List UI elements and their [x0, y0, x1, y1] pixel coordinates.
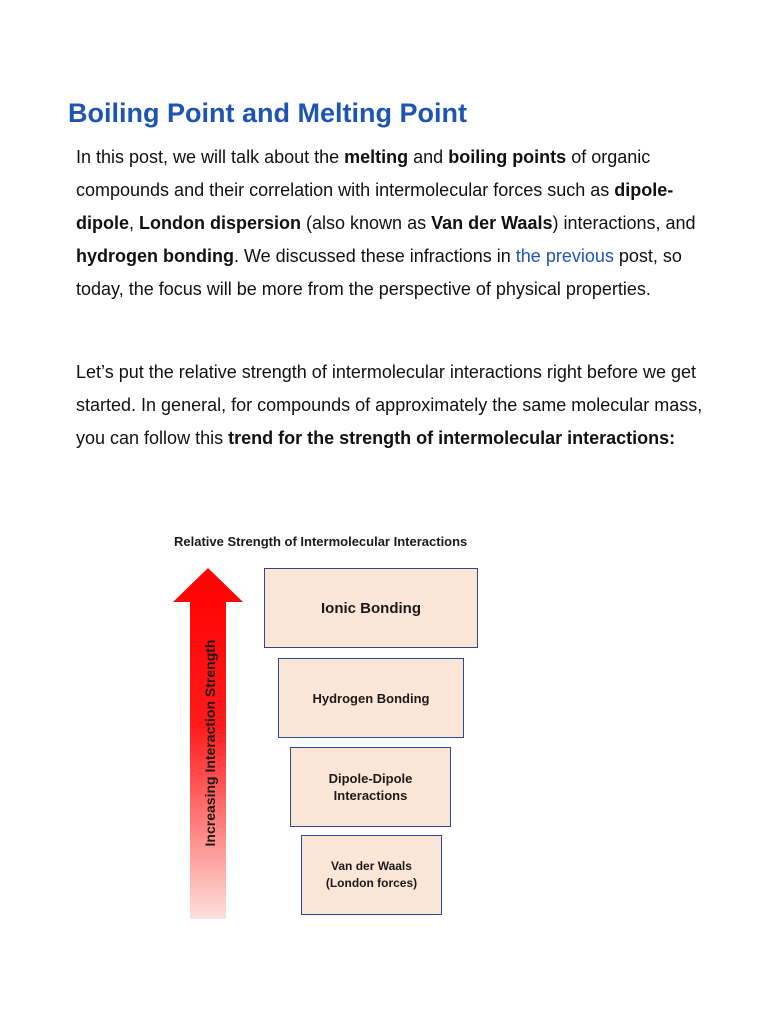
text-run: In this post, we will talk about the [76, 147, 345, 167]
text-run: post, so today, the focus will be more from the perspective of physical properties. [76, 246, 682, 299]
text-run: ) interactions, and [552, 213, 696, 233]
box-label-line1: Ionic Bonding [321, 599, 421, 617]
bold-trend: trend for the strength of intermolecular interactions: [228, 428, 676, 448]
trend-paragraph [76, 356, 716, 455]
box-label-line2: Interactions [333, 788, 408, 803]
bold-hydrogen-bonding: hydrogen bonding [76, 246, 234, 266]
axis-label: Increasing Interaction Strength [202, 639, 218, 847]
bold-london-dispersion: London dispersion [139, 213, 302, 233]
box-label-line2: (London forces) [325, 876, 418, 890]
bold-melting: melting [344, 147, 409, 167]
box-label-line1: Dipole-Dipole [328, 771, 413, 786]
bold-van-der-waals: Van der Waals [431, 213, 553, 233]
text-run: Let’s put the relative strength of intermolecular interactions right before we get started. In general, for compounds of approximately the same molecular mass, you can follow this [76, 362, 703, 448]
previous-post-link[interactable]: the previous [515, 246, 614, 266]
box-label-line1: Hydrogen Bonding [312, 690, 430, 706]
text-run: (also known as [301, 213, 432, 233]
strength-box-ionic [264, 568, 478, 648]
text-run: and [408, 147, 449, 167]
bold-boiling-points: boiling points [448, 147, 567, 167]
intro-paragraph [76, 141, 716, 306]
strength-box-dipole [290, 747, 451, 827]
text-run: , [129, 213, 140, 233]
text-run: of organic compounds and their correlation with intermolecular forces such as [76, 147, 651, 200]
page-title: Boiling Point and Melting Point [68, 98, 467, 128]
diagram-title: Relative Strength of Intermolecular Interactions [174, 534, 468, 549]
strength-diagram [160, 530, 520, 930]
strength-box-van-der-waals [301, 835, 442, 915]
bold-dipole-dipole: dipole-dipole [76, 180, 674, 233]
text-run: . We discussed these infractions in [233, 246, 516, 266]
strength-box-hydrogen [278, 658, 464, 738]
box-label-line1: Van der Waals [331, 859, 412, 873]
